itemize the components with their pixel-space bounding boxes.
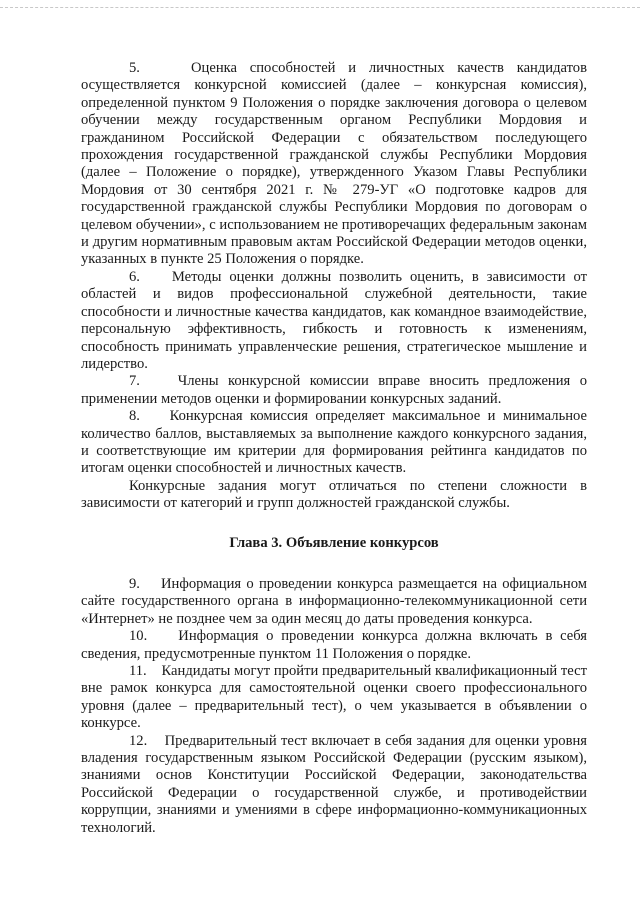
paragraph-8-note: Конкурсные задания могут отличаться по степени сложности в зависимости от категорий и групп должностей гражданской службы.: [81, 477, 587, 512]
chapter-heading: Глава 3. Объявление конкурсов: [229, 534, 439, 551]
scan-top-border: [0, 0, 640, 8]
paragraph-5: 5. Оценка способностей и личностных качеств кандидатов осуществляется конкурсной комиссией (далее – конкурсная комиссия), определенной пунктом 9 Положения о порядке заключения договора о целевом обучении между государственным органом Республики Мордовия и гражданином Российской Федерации с обязательством последующего прохождения государственной гражданской службы Республики Мордовия (далее – Положение о порядке), утвержденного Указом Главы Республики Мордовия от 30 сентября 2021 г. № 279-УГ «О подготовке кадров для государственной гражданской службы Республики Мордовия по договорам о целевом обучении», с использованием не противоречащих федеральным законам и другим нормативным правовым актам Российской Федерации методов оценки, указанных в пункте 25 Положения о порядке.: [81, 60, 587, 268]
document-body: [81, 60, 587, 837]
paragraph-12: 12. Предварительный тест включает в себя задания для оценки уровня владения государственным языком Российской Федерации (русским языком), знаниями основ Конституции Российской Федерации, законодательства Российской Федерации о государственной службе, и противодействии коррупции, знаниями и умениями в сфере информационно-коммуникационных технологий.: [81, 732, 587, 836]
paragraph-6: 6. Методы оценки должны позволить оценить, в зависимости от областей и видов профессиональной служебной деятельности, такие способности и личностные качества кандидатов, как командное взаимодействие, персональную эффективность, гибкость и готовность к изменениям, способность принимать управленческие решения, стратегическое мышление и лидерство.: [81, 268, 587, 372]
paragraph-10: 10. Информация о проведении конкурса должна включать в себя сведения, предусмотренные пунктом 11 Положения о порядке.: [81, 628, 587, 662]
paragraph-11: 11. Кандидаты могут пройти предварительный квалификационный тест вне рамок конкурса для самостоятельной оценки своего профессионального уровня (далее – предварительный тест), о чем указывается в объявлении о конкурсе.: [81, 663, 587, 732]
paragraph-9: 9. Информация о проведении конкурса размещается на официальном сайте государственного органа в информационно-телекоммуникационной сети «Интернет» не позднее чем за один месяц до даты проведения конкурса.: [81, 575, 587, 627]
paragraph-8: 8. Конкурсная комиссия определяет максимальное и минимальное количество баллов, выставляемых за выполнение каждого конкурсного задания, и соответствующие им критерии для формирования рейтинга кандидатов по итогам оценки способностей и личностных качеств.: [81, 408, 587, 477]
paragraph-7: 7. Члены конкурсной комиссии вправе вносить предложения о применении методов оценки и формировании конкурсных заданий.: [81, 373, 587, 407]
